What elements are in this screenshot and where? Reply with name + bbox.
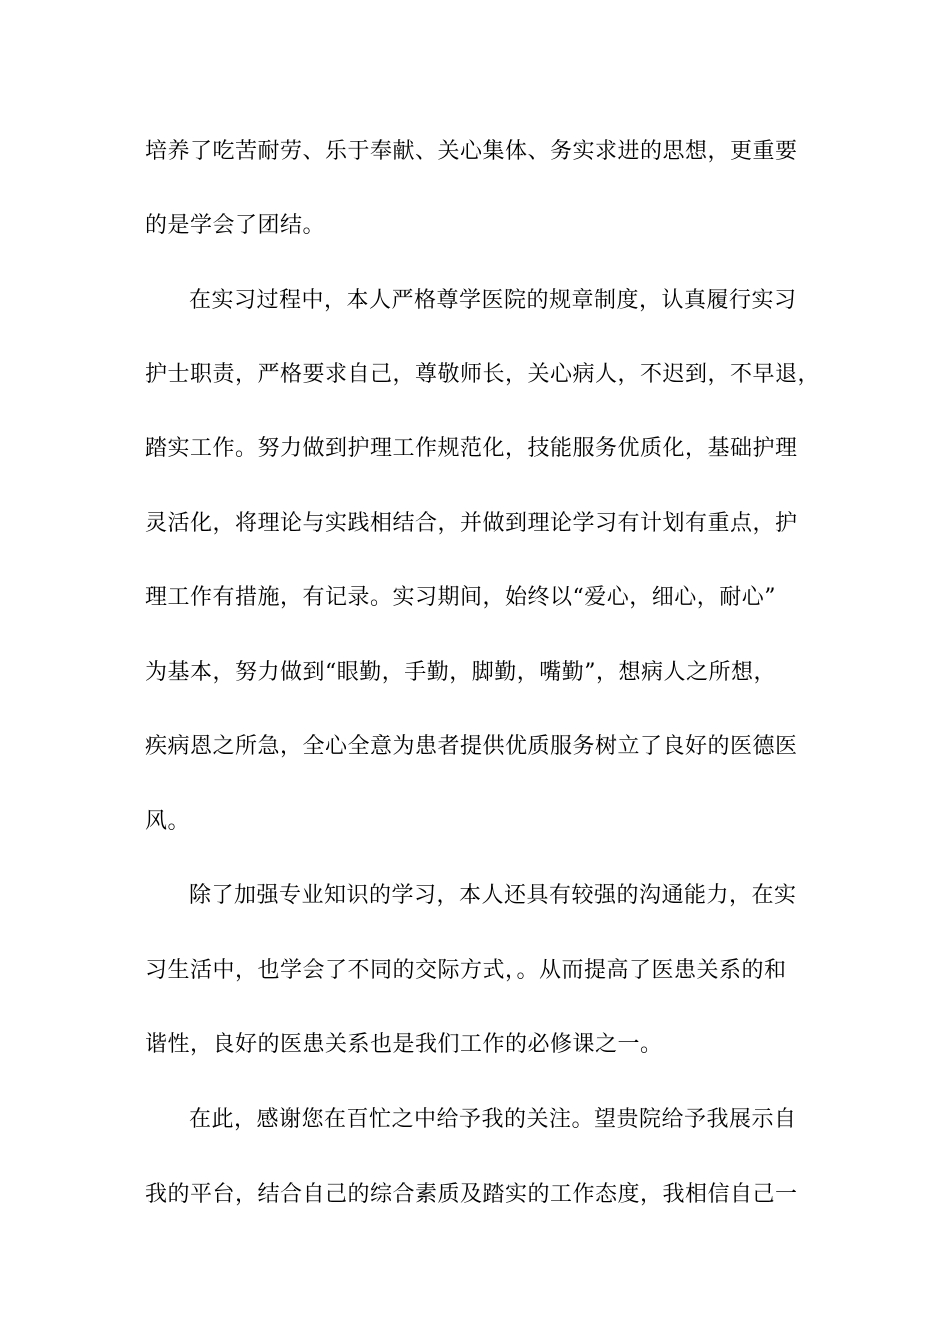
text-line: 风。 (145, 809, 191, 834)
text-line: 为基本，努力做到“眼勤，手勤，脚勤，嘴勤”，想病人之所想， (145, 660, 776, 685)
text-line: 在实习过程中，本人严格尊学医院的规章制度，认真履行实习 (189, 288, 797, 313)
text-line: 我的平台，结合自己的综合素质及踏实的工作态度，我相信自己一 (145, 1182, 798, 1207)
text-line: 在此，感谢您在百忙之中给予我的关注。望贵院给予我展示自 (189, 1107, 797, 1132)
text-line: 踏实工作。努力做到护理工作规范化，技能服务优质化，基础护理 (145, 436, 798, 461)
text-line: 的是学会了团结。 (145, 213, 326, 238)
text-line: 护士职责，严格要求自己，尊敬师长，关心病人，不迟到，不早退， (145, 362, 821, 387)
text-line: 谐性，良好的医患关系也是我们工作的必修课之一。 (145, 1032, 663, 1057)
text-line: 疾病恩之所急，全心全意为患者提供优质服务树立了良好的医德医 (145, 734, 798, 759)
text-line: 培养了吃苦耐劳、乐于奉献、关心集体、务实求进的思想，更重要 (145, 139, 798, 164)
text-line: 灵活化，将理论与实践相结合，并做到理论学习有计划有重点，护 (145, 511, 798, 536)
text-line: 除了加强专业知识的学习，本人还具有较强的沟通能力，在实 (189, 883, 797, 908)
text-line: 习生活中，也学会了不同的交际方式，。从而提高了医患关系的和 (145, 958, 787, 983)
text-line: 理工作有措施，有记录。实习期间，始终以“爱心，细心，耐心” (145, 585, 776, 610)
